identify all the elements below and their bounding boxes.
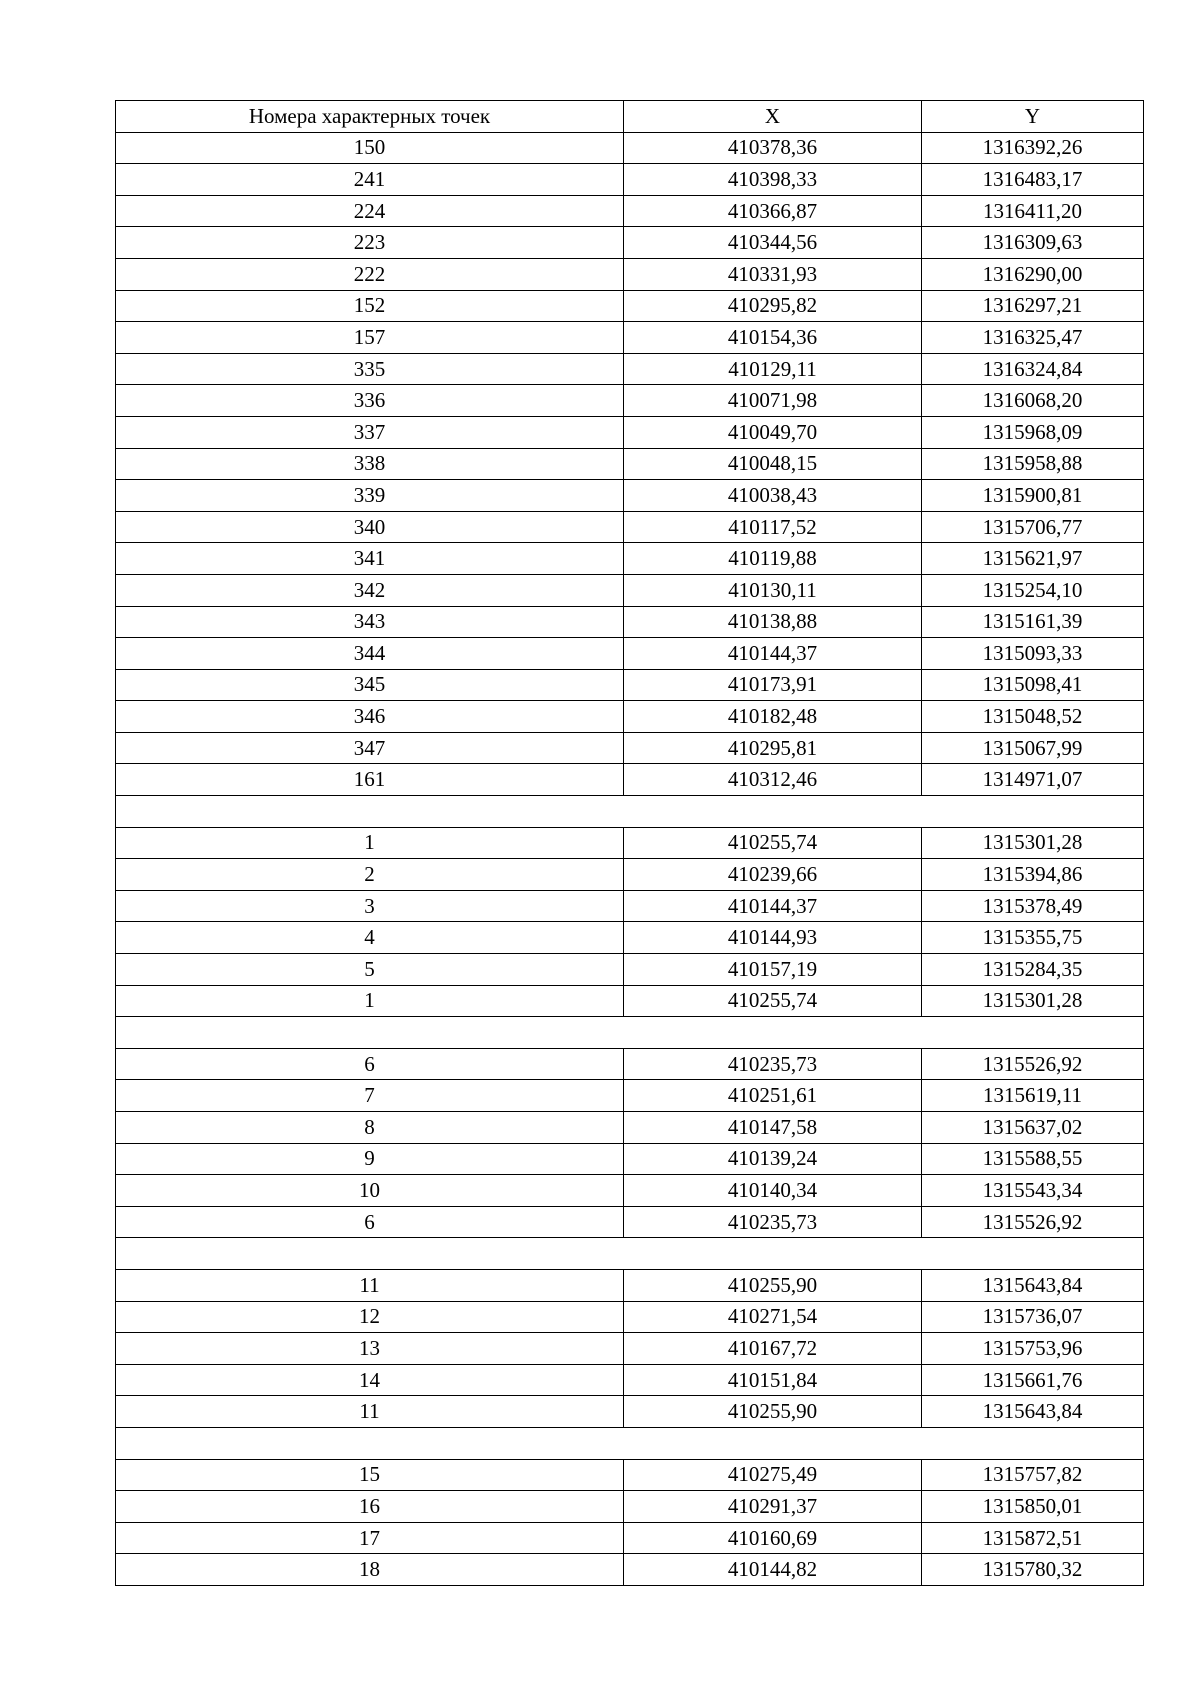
table-row	[116, 1206, 1144, 1238]
header-row	[116, 101, 1144, 133]
y-coordinate-cell: 1316309,63	[922, 227, 1144, 259]
x-coordinate-cell: 410239,66	[624, 859, 922, 891]
table-row	[116, 164, 1144, 196]
x-coordinate-cell: 410140,34	[624, 1175, 922, 1207]
point-number-cell: 8	[116, 1112, 624, 1144]
x-coordinate-cell: 410144,93	[624, 922, 922, 954]
table-body	[116, 132, 1144, 1585]
table-row	[116, 290, 1144, 322]
x-coordinate-cell: 410255,90	[624, 1396, 922, 1428]
table-row	[116, 669, 1144, 701]
x-coordinate-cell: 410398,33	[624, 164, 922, 196]
point-number-cell: 161	[116, 764, 624, 796]
table-row	[116, 1080, 1144, 1112]
table-row	[116, 1175, 1144, 1207]
x-coordinate-cell: 410235,73	[624, 1206, 922, 1238]
table-row	[116, 132, 1144, 164]
header-y: Y	[922, 101, 1144, 133]
table-row	[116, 416, 1144, 448]
x-coordinate-cell: 410144,37	[624, 638, 922, 670]
x-coordinate-cell: 410157,19	[624, 954, 922, 986]
separator-row	[116, 1017, 1144, 1049]
table-row	[116, 258, 1144, 290]
y-coordinate-cell: 1315526,92	[922, 1048, 1144, 1080]
table-row	[116, 827, 1144, 859]
point-number-cell: 338	[116, 448, 624, 480]
table-row	[116, 1396, 1144, 1428]
point-number-cell: 3	[116, 890, 624, 922]
point-number-cell: 4	[116, 922, 624, 954]
x-coordinate-cell: 410130,11	[624, 574, 922, 606]
point-number-cell: 17	[116, 1522, 624, 1554]
y-coordinate-cell: 1316483,17	[922, 164, 1144, 196]
x-coordinate-cell: 410144,37	[624, 890, 922, 922]
point-number-cell: 16	[116, 1491, 624, 1523]
point-number-cell: 6	[116, 1048, 624, 1080]
x-coordinate-cell: 410138,88	[624, 606, 922, 638]
x-coordinate-cell: 410344,56	[624, 227, 922, 259]
point-number-cell: 344	[116, 638, 624, 670]
y-coordinate-cell: 1315643,84	[922, 1269, 1144, 1301]
x-coordinate-cell: 410173,91	[624, 669, 922, 701]
point-number-cell: 12	[116, 1301, 624, 1333]
y-coordinate-cell: 1316290,00	[922, 258, 1144, 290]
y-coordinate-cell: 1315900,81	[922, 480, 1144, 512]
x-coordinate-cell: 410144,82	[624, 1554, 922, 1586]
table-row	[116, 1333, 1144, 1365]
y-coordinate-cell: 1315850,01	[922, 1491, 1144, 1523]
y-coordinate-cell: 1315588,55	[922, 1143, 1144, 1175]
table-row	[116, 227, 1144, 259]
point-number-cell: 1	[116, 827, 624, 859]
point-number-cell: 9	[116, 1143, 624, 1175]
y-coordinate-cell: 1315757,82	[922, 1459, 1144, 1491]
table-header	[116, 101, 1144, 133]
point-number-cell: 241	[116, 164, 624, 196]
point-number-cell: 346	[116, 701, 624, 733]
y-coordinate-cell: 1315543,34	[922, 1175, 1144, 1207]
x-coordinate-cell: 410038,43	[624, 480, 922, 512]
x-coordinate-cell: 410071,98	[624, 385, 922, 417]
x-coordinate-cell: 410235,73	[624, 1048, 922, 1080]
table-row	[116, 448, 1144, 480]
x-coordinate-cell: 410139,24	[624, 1143, 922, 1175]
y-coordinate-cell: 1315968,09	[922, 416, 1144, 448]
table-row	[116, 1143, 1144, 1175]
separator-row	[116, 1427, 1144, 1459]
y-coordinate-cell: 1315301,28	[922, 985, 1144, 1017]
table-row	[116, 922, 1144, 954]
x-coordinate-cell: 410271,54	[624, 1301, 922, 1333]
point-number-cell: 6	[116, 1206, 624, 1238]
table-row	[116, 543, 1144, 575]
y-coordinate-cell: 1315619,11	[922, 1080, 1144, 1112]
x-coordinate-cell: 410378,36	[624, 132, 922, 164]
x-coordinate-cell: 410154,36	[624, 322, 922, 354]
y-coordinate-cell: 1315161,39	[922, 606, 1144, 638]
separator-cell	[116, 796, 1144, 828]
point-number-cell: 10	[116, 1175, 624, 1207]
table-row	[116, 353, 1144, 385]
y-coordinate-cell: 1315753,96	[922, 1333, 1144, 1365]
point-number-cell: 224	[116, 195, 624, 227]
x-coordinate-cell: 410331,93	[624, 258, 922, 290]
point-number-cell: 13	[116, 1333, 624, 1365]
y-coordinate-cell: 1315355,75	[922, 922, 1144, 954]
point-number-cell: 340	[116, 511, 624, 543]
point-number-cell: 337	[116, 416, 624, 448]
y-coordinate-cell: 1315394,86	[922, 859, 1144, 891]
separator-cell	[116, 1238, 1144, 1270]
header-point-number: Номера характерных точек	[116, 101, 624, 133]
separator-row	[116, 1238, 1144, 1270]
x-coordinate-cell: 410251,61	[624, 1080, 922, 1112]
table-row	[116, 701, 1144, 733]
separator-cell	[116, 1017, 1144, 1049]
table-row	[116, 1522, 1144, 1554]
x-coordinate-cell: 410291,37	[624, 1491, 922, 1523]
table-row	[116, 606, 1144, 638]
x-coordinate-cell: 410312,46	[624, 764, 922, 796]
table-row	[116, 890, 1144, 922]
table-row	[116, 1048, 1144, 1080]
point-number-cell: 222	[116, 258, 624, 290]
x-coordinate-cell: 410366,87	[624, 195, 922, 227]
y-coordinate-cell: 1315643,84	[922, 1396, 1144, 1428]
x-coordinate-cell: 410255,74	[624, 985, 922, 1017]
x-coordinate-cell: 410182,48	[624, 701, 922, 733]
y-coordinate-cell: 1315958,88	[922, 448, 1144, 480]
y-coordinate-cell: 1316068,20	[922, 385, 1144, 417]
point-number-cell: 339	[116, 480, 624, 512]
y-coordinate-cell: 1315067,99	[922, 732, 1144, 764]
point-number-cell: 2	[116, 859, 624, 891]
table-row	[116, 1269, 1144, 1301]
table-row	[116, 1491, 1144, 1523]
x-coordinate-cell: 410151,84	[624, 1364, 922, 1396]
table-row	[116, 732, 1144, 764]
point-number-cell: 7	[116, 1080, 624, 1112]
table-row	[116, 1554, 1144, 1586]
table-row	[116, 1301, 1144, 1333]
separator-cell	[116, 1427, 1144, 1459]
y-coordinate-cell: 1315048,52	[922, 701, 1144, 733]
x-coordinate-cell: 410295,82	[624, 290, 922, 322]
y-coordinate-cell: 1316324,84	[922, 353, 1144, 385]
y-coordinate-cell: 1315872,51	[922, 1522, 1144, 1554]
x-coordinate-cell: 410160,69	[624, 1522, 922, 1554]
x-coordinate-cell: 410119,88	[624, 543, 922, 575]
table-row	[116, 764, 1144, 796]
point-number-cell: 347	[116, 732, 624, 764]
x-coordinate-cell: 410255,74	[624, 827, 922, 859]
point-number-cell: 223	[116, 227, 624, 259]
x-coordinate-cell: 410295,81	[624, 732, 922, 764]
point-number-cell: 152	[116, 290, 624, 322]
y-coordinate-cell: 1315706,77	[922, 511, 1144, 543]
x-coordinate-cell: 410048,15	[624, 448, 922, 480]
table-row	[116, 480, 1144, 512]
point-number-cell: 5	[116, 954, 624, 986]
y-coordinate-cell: 1315378,49	[922, 890, 1144, 922]
y-coordinate-cell: 1316411,20	[922, 195, 1144, 227]
table-row	[116, 511, 1144, 543]
table-row	[116, 954, 1144, 986]
point-number-cell: 335	[116, 353, 624, 385]
point-number-cell: 342	[116, 574, 624, 606]
coordinates-table	[115, 100, 1144, 1586]
y-coordinate-cell: 1315637,02	[922, 1112, 1144, 1144]
point-number-cell: 1	[116, 985, 624, 1017]
y-coordinate-cell: 1316297,21	[922, 290, 1144, 322]
point-number-cell: 157	[116, 322, 624, 354]
header-x: X	[624, 101, 922, 133]
table-row	[116, 195, 1144, 227]
y-coordinate-cell: 1315736,07	[922, 1301, 1144, 1333]
table-row	[116, 574, 1144, 606]
table-row	[116, 1459, 1144, 1491]
point-number-cell: 15	[116, 1459, 624, 1491]
y-coordinate-cell: 1315254,10	[922, 574, 1144, 606]
y-coordinate-cell: 1315526,92	[922, 1206, 1144, 1238]
y-coordinate-cell: 1315661,76	[922, 1364, 1144, 1396]
y-coordinate-cell: 1316392,26	[922, 132, 1144, 164]
table-row	[116, 385, 1144, 417]
point-number-cell: 14	[116, 1364, 624, 1396]
table-row	[116, 638, 1144, 670]
y-coordinate-cell: 1314971,07	[922, 764, 1144, 796]
point-number-cell: 150	[116, 132, 624, 164]
point-number-cell: 11	[116, 1396, 624, 1428]
y-coordinate-cell: 1316325,47	[922, 322, 1144, 354]
x-coordinate-cell: 410049,70	[624, 416, 922, 448]
x-coordinate-cell: 410129,11	[624, 353, 922, 385]
separator-row	[116, 796, 1144, 828]
x-coordinate-cell: 410147,58	[624, 1112, 922, 1144]
table-row	[116, 985, 1144, 1017]
y-coordinate-cell: 1315284,35	[922, 954, 1144, 986]
x-coordinate-cell: 410275,49	[624, 1459, 922, 1491]
y-coordinate-cell: 1315621,97	[922, 543, 1144, 575]
point-number-cell: 341	[116, 543, 624, 575]
point-number-cell: 336	[116, 385, 624, 417]
x-coordinate-cell: 410167,72	[624, 1333, 922, 1365]
y-coordinate-cell: 1315780,32	[922, 1554, 1144, 1586]
table-row	[116, 1364, 1144, 1396]
table-row	[116, 859, 1144, 891]
table-row	[116, 322, 1144, 354]
table-row	[116, 1112, 1144, 1144]
point-number-cell: 11	[116, 1269, 624, 1301]
y-coordinate-cell: 1315301,28	[922, 827, 1144, 859]
point-number-cell: 345	[116, 669, 624, 701]
point-number-cell: 18	[116, 1554, 624, 1586]
y-coordinate-cell: 1315093,33	[922, 638, 1144, 670]
x-coordinate-cell: 410117,52	[624, 511, 922, 543]
point-number-cell: 343	[116, 606, 624, 638]
y-coordinate-cell: 1315098,41	[922, 669, 1144, 701]
x-coordinate-cell: 410255,90	[624, 1269, 922, 1301]
